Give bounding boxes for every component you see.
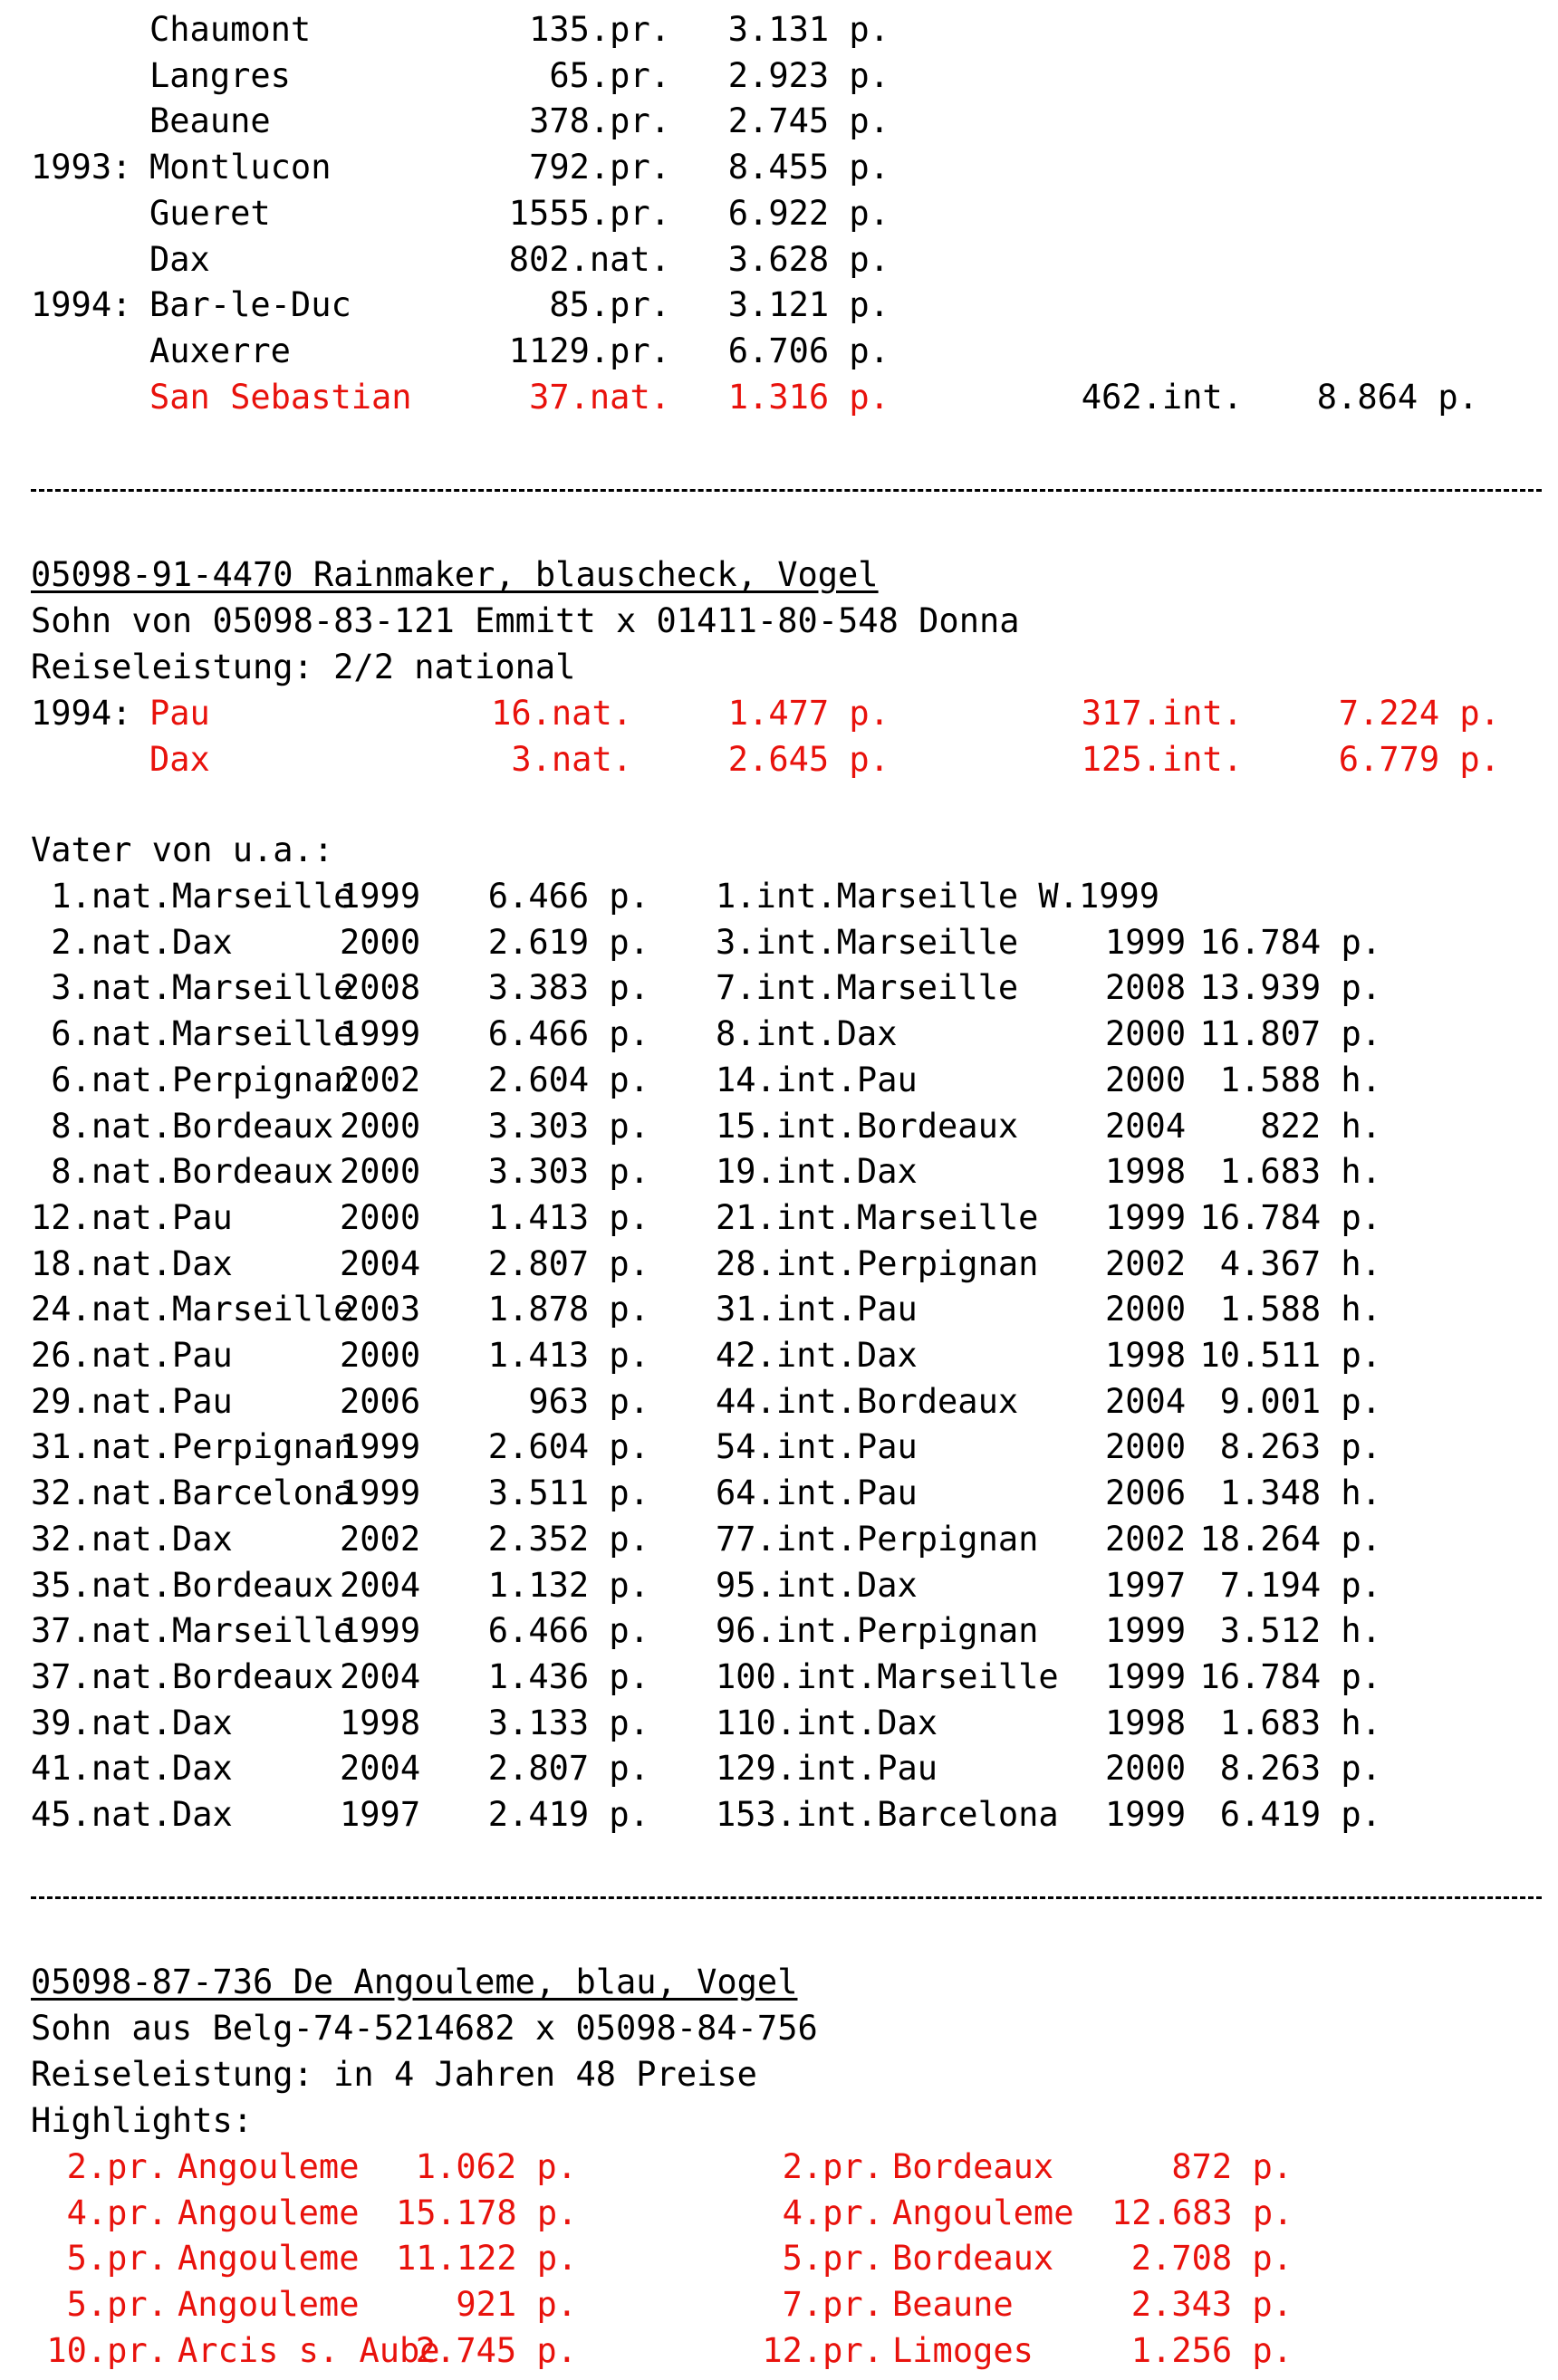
offspring-nat-year: 2004 bbox=[340, 1565, 421, 1605]
offspring-nat-year: 1998 bbox=[340, 1703, 421, 1742]
highlight-place: Angouleme bbox=[892, 2193, 1074, 2232]
offspring-nat-points: 1.413 p. bbox=[487, 1197, 649, 1237]
parent-line bbox=[0, 2006, 1558, 2051]
highlight-place: Angouleme bbox=[178, 2193, 360, 2232]
offspring-int-year: 2006 bbox=[1105, 1473, 1187, 1513]
offspring-row bbox=[0, 1195, 1558, 1241]
offspring-int-points: 18.264 p. bbox=[1199, 1519, 1381, 1559]
offspring-int-result: 77.int.Perpignan bbox=[716, 1519, 1039, 1559]
highlight-rank: 4.pr. bbox=[66, 2193, 168, 2232]
offspring-row bbox=[0, 1242, 1558, 1287]
highlight-place: Beaune bbox=[892, 2285, 1014, 2325]
offspring-nat-points: 2.352 p. bbox=[487, 1519, 649, 1559]
offspring-row bbox=[0, 1608, 1558, 1654]
offspring-nat-points: 6.466 p. bbox=[487, 877, 649, 916]
offspring-int-points: 13.939 p. bbox=[1199, 968, 1381, 1008]
offspring-row bbox=[0, 1104, 1558, 1149]
offspring-int-points: 9.001 p. bbox=[1219, 1381, 1381, 1421]
offspring-nat-points: 963 p. bbox=[528, 1381, 649, 1421]
highlight-place: Limoges bbox=[892, 2330, 1034, 2370]
offspring-nat-points: 1.132 p. bbox=[487, 1565, 649, 1605]
result-rank: 1129.pr. bbox=[508, 331, 670, 370]
offspring-row bbox=[0, 1287, 1558, 1332]
offspring-int-points: 6.419 p. bbox=[1219, 1795, 1381, 1834]
offspring-int-result: 19.int.Dax bbox=[716, 1152, 918, 1192]
result-int-rank: 317.int. bbox=[1081, 694, 1243, 733]
result-rank: 792.pr. bbox=[529, 148, 670, 187]
highlight-points: 2.708 p. bbox=[1130, 2239, 1293, 2279]
offspring-nat-year: 1999 bbox=[340, 1611, 421, 1651]
offspring-row bbox=[0, 920, 1558, 965]
offspring-int-year: 1999 bbox=[1105, 1611, 1187, 1651]
offspring-nat-result: 45.nat.Dax bbox=[31, 1795, 233, 1834]
offspring-row bbox=[0, 1517, 1558, 1562]
result-points: 8.455 p. bbox=[727, 148, 890, 187]
result-year: 1993: bbox=[31, 148, 132, 187]
pigeon-heading bbox=[0, 552, 1558, 598]
highlight-row bbox=[0, 2328, 1558, 2374]
highlight-rank: 2.pr. bbox=[66, 2147, 168, 2186]
offspring-int-result: 1.int.Marseille W.1999 bbox=[716, 877, 1160, 916]
offspring-nat-points: 1.878 p. bbox=[487, 1290, 649, 1329]
offspring-int-year: 1999 bbox=[1105, 1795, 1187, 1834]
offspring-int-result: 100.int.Marseille bbox=[716, 1656, 1059, 1696]
offspring-nat-year: 2006 bbox=[340, 1381, 421, 1421]
result-place: Chaumont bbox=[149, 10, 312, 49]
pigeon-heading bbox=[0, 1960, 1558, 2005]
highlights-title: Highlights: bbox=[31, 2101, 254, 2140]
offspring-int-points: 11.807 p. bbox=[1199, 1014, 1381, 1054]
result-place: Beaune bbox=[149, 101, 271, 141]
result-row bbox=[0, 329, 1558, 374]
highlight-points: 2.343 p. bbox=[1130, 2285, 1293, 2325]
offspring-nat-year: 1999 bbox=[340, 1473, 421, 1513]
offspring-nat-result: 32.nat.Dax bbox=[31, 1519, 233, 1559]
offspring-int-year: 2008 bbox=[1105, 968, 1187, 1008]
highlight-place: Angouleme bbox=[178, 2285, 360, 2325]
offspring-row bbox=[0, 1012, 1558, 1057]
offspring-nat-points: 6.466 p. bbox=[487, 1611, 649, 1651]
offspring-int-points: 1.588 h. bbox=[1219, 1290, 1381, 1329]
offspring-int-points: 1.683 h. bbox=[1219, 1703, 1381, 1742]
offspring-int-result: 153.int.Barcelona bbox=[716, 1795, 1059, 1834]
result-points: 2.645 p. bbox=[727, 739, 890, 779]
result-row bbox=[0, 375, 1558, 420]
pigeon-title: 05098-87-736 De Angouleme, blau, Vogel bbox=[31, 1963, 798, 2001]
offspring-int-year: 2004 bbox=[1105, 1106, 1187, 1146]
highlight-place: Angouleme bbox=[178, 2239, 360, 2279]
result-place: Dax bbox=[149, 739, 210, 779]
offspring-title-line bbox=[0, 828, 1558, 873]
result-int-points: 8.864 p. bbox=[1316, 377, 1478, 417]
offspring-nat-year: 1997 bbox=[340, 1795, 421, 1834]
offspring-int-points: 7.194 p. bbox=[1219, 1565, 1381, 1605]
offspring-int-result: 44.int.Bordeaux bbox=[716, 1381, 1019, 1421]
offspring-int-year: 1999 bbox=[1105, 1197, 1187, 1237]
offspring-row bbox=[0, 1379, 1558, 1425]
offspring-int-points: 16.784 p. bbox=[1199, 922, 1381, 962]
offspring-int-year: 1998 bbox=[1105, 1336, 1187, 1375]
offspring-nat-result: 8.nat.Bordeaux bbox=[31, 1152, 334, 1192]
result-place: Bar-le-Duc bbox=[149, 285, 351, 325]
offspring-nat-points: 1.413 p. bbox=[487, 1336, 649, 1375]
result-year: 1994: bbox=[31, 285, 132, 325]
offspring-nat-year: 2002 bbox=[340, 1519, 421, 1559]
offspring-nat-result: 2.nat.Dax bbox=[31, 922, 233, 962]
travel-line bbox=[0, 645, 1558, 690]
highlight-rank: 4.pr. bbox=[782, 2193, 883, 2232]
offspring-nat-points: 3.383 p. bbox=[487, 968, 649, 1008]
result-row bbox=[0, 145, 1558, 190]
offspring-nat-year: 2008 bbox=[340, 968, 421, 1008]
offspring-nat-result: 39.nat.Dax bbox=[31, 1703, 233, 1742]
offspring-nat-points: 3.303 p. bbox=[487, 1106, 649, 1146]
offspring-nat-year: 1999 bbox=[340, 1427, 421, 1467]
offspring-nat-year: 2004 bbox=[340, 1749, 421, 1789]
result-place: Langres bbox=[149, 55, 291, 95]
offspring-int-year: 1997 bbox=[1105, 1565, 1187, 1605]
offspring-row bbox=[0, 874, 1558, 919]
result-place: Dax bbox=[149, 239, 210, 279]
offspring-title: Vater von u.a.: bbox=[31, 830, 334, 869]
result-rank: 135.pr. bbox=[529, 10, 670, 49]
result-points: 2.745 p. bbox=[727, 101, 890, 141]
highlight-row bbox=[0, 2282, 1558, 2327]
offspring-row bbox=[0, 965, 1558, 1011]
offspring-nat-points: 2.807 p. bbox=[487, 1749, 649, 1789]
result-row bbox=[0, 237, 1558, 283]
highlight-rank: 5.pr. bbox=[66, 2239, 168, 2279]
offspring-row bbox=[0, 1149, 1558, 1195]
offspring-row bbox=[0, 1792, 1558, 1838]
highlight-row bbox=[0, 2145, 1558, 2190]
offspring-row bbox=[0, 1701, 1558, 1746]
offspring-int-points: 8.263 p. bbox=[1219, 1749, 1381, 1789]
offspring-int-result: 64.int.Pau bbox=[716, 1473, 918, 1513]
highlight-points: 1.256 p. bbox=[1130, 2330, 1293, 2370]
result-rank: 85.pr. bbox=[549, 285, 670, 325]
offspring-nat-points: 1.436 p. bbox=[487, 1656, 649, 1696]
result-points: 1.316 p. bbox=[727, 377, 890, 417]
result-points: 2.923 p. bbox=[727, 55, 890, 95]
result-points: 6.922 p. bbox=[727, 193, 890, 233]
result-points: 3.131 p. bbox=[727, 10, 890, 49]
highlight-points: 1.062 p. bbox=[415, 2147, 577, 2186]
offspring-int-points: 1.588 h. bbox=[1219, 1060, 1381, 1099]
offspring-nat-points: 2.807 p. bbox=[487, 1243, 649, 1283]
offspring-nat-points: 3.511 p. bbox=[487, 1473, 649, 1513]
offspring-nat-year: 1999 bbox=[340, 1014, 421, 1054]
result-place: Gueret bbox=[149, 193, 271, 233]
offspring-int-year: 2002 bbox=[1105, 1243, 1187, 1283]
offspring-int-result: 42.int.Dax bbox=[716, 1336, 918, 1375]
highlight-rank: 7.pr. bbox=[782, 2285, 883, 2325]
offspring-int-result: 54.int.Pau bbox=[716, 1427, 918, 1467]
offspring-nat-year: 2004 bbox=[340, 1243, 421, 1283]
offspring-nat-year: 1999 bbox=[340, 877, 421, 916]
result-int-points: 7.224 p. bbox=[1338, 694, 1500, 733]
highlights-title-line bbox=[0, 2098, 1558, 2144]
offspring-nat-year: 2000 bbox=[340, 922, 421, 962]
offspring-nat-result: 1.nat.Marseille bbox=[31, 877, 354, 916]
offspring-int-result: 7.int.Marseille bbox=[716, 968, 1019, 1008]
offspring-nat-points: 3.133 p. bbox=[487, 1703, 649, 1742]
highlight-points: 15.178 p. bbox=[396, 2193, 578, 2232]
highlight-rank: 2.pr. bbox=[782, 2147, 883, 2186]
travel-performance: Reiseleistung: in 4 Jahren 48 Preise bbox=[31, 2055, 757, 2094]
offspring-int-result: 110.int.Dax bbox=[716, 1703, 938, 1742]
highlight-points: 12.683 p. bbox=[1111, 2193, 1294, 2232]
offspring-row bbox=[0, 1333, 1558, 1378]
highlight-rank: 12.pr. bbox=[762, 2330, 883, 2370]
travel-line bbox=[0, 2052, 1558, 2097]
offspring-nat-result: 32.nat.Barcelona bbox=[31, 1473, 354, 1513]
offspring-nat-year: 2000 bbox=[340, 1197, 421, 1237]
offspring-nat-result: 12.nat.Pau bbox=[31, 1197, 233, 1237]
offspring-nat-result: 41.nat.Dax bbox=[31, 1749, 233, 1789]
offspring-nat-points: 6.466 p. bbox=[487, 1014, 649, 1054]
highlight-points: 872 p. bbox=[1171, 2147, 1293, 2186]
result-points: 6.706 p. bbox=[727, 331, 890, 370]
offspring-int-result: 96.int.Perpignan bbox=[716, 1611, 1039, 1651]
highlight-place: Bordeaux bbox=[892, 2239, 1054, 2279]
offspring-int-result: 3.int.Marseille bbox=[716, 922, 1019, 962]
result-row bbox=[0, 283, 1558, 328]
offspring-nat-result: 6.nat.Marseille bbox=[31, 1014, 354, 1054]
offspring-int-year: 2000 bbox=[1105, 1014, 1187, 1054]
offspring-nat-result: 8.nat.Bordeaux bbox=[31, 1106, 334, 1146]
highlight-rank: 5.pr. bbox=[66, 2285, 168, 2325]
result-place: San Sebastian bbox=[149, 377, 412, 417]
result-row bbox=[0, 53, 1558, 99]
section-separator bbox=[31, 489, 1542, 492]
offspring-row bbox=[0, 1058, 1558, 1103]
offspring-nat-result: 3.nat.Marseille bbox=[31, 968, 354, 1008]
offspring-nat-points: 2.619 p. bbox=[487, 922, 649, 962]
highlight-points: 921 p. bbox=[456, 2285, 577, 2325]
offspring-nat-year: 2000 bbox=[340, 1152, 421, 1192]
result-points: 3.121 p. bbox=[727, 285, 890, 325]
highlight-row bbox=[0, 2236, 1558, 2281]
highlight-rank: 10.pr. bbox=[46, 2330, 168, 2370]
travel-performance: Reiseleistung: 2/2 national bbox=[31, 648, 576, 686]
offspring-int-result: 8.int.Dax bbox=[716, 1014, 898, 1054]
result-row bbox=[0, 691, 1558, 736]
offspring-int-year: 2000 bbox=[1105, 1427, 1187, 1467]
offspring-nat-result: 29.nat.Pau bbox=[31, 1381, 233, 1421]
parentage: Sohn aus Belg-74-5214682 x 05098-84-756 bbox=[31, 2009, 818, 2048]
highlight-points: 2.745 p. bbox=[415, 2330, 577, 2370]
offspring-nat-result: 24.nat.Marseille bbox=[31, 1290, 354, 1329]
offspring-nat-result: 37.nat.Bordeaux bbox=[31, 1656, 334, 1696]
offspring-int-year: 2000 bbox=[1105, 1749, 1187, 1789]
offspring-int-result: 15.int.Bordeaux bbox=[716, 1106, 1019, 1146]
section-separator bbox=[31, 1896, 1542, 1899]
result-rank: 65.pr. bbox=[549, 55, 670, 95]
result-rank: 802.nat. bbox=[508, 239, 670, 279]
offspring-nat-result: 35.nat.Bordeaux bbox=[31, 1565, 334, 1605]
result-int-rank: 125.int. bbox=[1081, 739, 1243, 779]
offspring-int-result: 28.int.Perpignan bbox=[716, 1243, 1039, 1283]
offspring-nat-year: 2000 bbox=[340, 1336, 421, 1375]
result-place: Montlucon bbox=[149, 148, 332, 187]
offspring-int-points: 1.348 h. bbox=[1219, 1473, 1381, 1513]
result-rank: 16.nat. bbox=[491, 694, 632, 733]
offspring-int-points: 1.683 h. bbox=[1219, 1152, 1381, 1192]
result-int-rank: 462.int. bbox=[1081, 377, 1243, 417]
offspring-nat-result: 6.nat.Perpignan bbox=[31, 1060, 354, 1099]
highlight-place: Angouleme bbox=[178, 2147, 360, 2186]
offspring-nat-points: 2.604 p. bbox=[487, 1427, 649, 1467]
offspring-nat-result: 26.nat.Pau bbox=[31, 1336, 233, 1375]
offspring-int-points: 8.263 p. bbox=[1219, 1427, 1381, 1467]
result-row bbox=[0, 737, 1558, 782]
offspring-nat-result: 31.nat.Perpignan bbox=[31, 1427, 354, 1467]
offspring-int-points: 4.367 h. bbox=[1219, 1243, 1381, 1283]
result-points: 1.477 p. bbox=[727, 694, 890, 733]
offspring-nat-year: 2002 bbox=[340, 1060, 421, 1099]
highlight-rank: 5.pr. bbox=[782, 2239, 883, 2279]
offspring-nat-points: 2.604 p. bbox=[487, 1060, 649, 1099]
offspring-int-points: 10.511 p. bbox=[1199, 1336, 1381, 1375]
result-row bbox=[0, 99, 1558, 144]
offspring-int-year: 2000 bbox=[1105, 1290, 1187, 1329]
highlight-place: Arcis s. Aube bbox=[178, 2330, 440, 2370]
offspring-nat-year: 2000 bbox=[340, 1106, 421, 1146]
result-points: 3.628 p. bbox=[727, 239, 890, 279]
offspring-int-year: 1999 bbox=[1105, 922, 1187, 962]
offspring-nat-year: 2003 bbox=[340, 1290, 421, 1329]
offspring-nat-result: 37.nat.Marseille bbox=[31, 1611, 354, 1651]
offspring-int-points: 16.784 p. bbox=[1199, 1656, 1381, 1696]
offspring-row bbox=[0, 1746, 1558, 1791]
offspring-nat-points: 2.419 p. bbox=[487, 1795, 649, 1834]
result-year: 1994: bbox=[31, 694, 132, 733]
result-rank: 378.pr. bbox=[529, 101, 670, 141]
parent-line bbox=[0, 599, 1558, 644]
highlight-points: 11.122 p. bbox=[396, 2239, 578, 2279]
highlight-row bbox=[0, 2191, 1558, 2236]
offspring-row bbox=[0, 1563, 1558, 1608]
result-rank: 1555.pr. bbox=[508, 193, 670, 233]
result-place: Pau bbox=[149, 694, 210, 733]
offspring-nat-year: 2004 bbox=[340, 1656, 421, 1696]
offspring-int-result: 129.int.Pau bbox=[716, 1749, 938, 1789]
offspring-int-points: 3.512 h. bbox=[1219, 1611, 1381, 1651]
offspring-int-year: 2000 bbox=[1105, 1060, 1187, 1099]
offspring-int-result: 31.int.Pau bbox=[716, 1290, 918, 1329]
result-int-points: 6.779 p. bbox=[1338, 739, 1500, 779]
offspring-row bbox=[0, 1425, 1558, 1470]
offspring-int-result: 14.int.Pau bbox=[716, 1060, 918, 1099]
offspring-int-year: 2004 bbox=[1105, 1381, 1187, 1421]
result-row bbox=[0, 7, 1558, 53]
offspring-nat-points: 3.303 p. bbox=[487, 1152, 649, 1192]
offspring-int-year: 1999 bbox=[1105, 1656, 1187, 1696]
result-rank: 37.nat. bbox=[529, 377, 670, 417]
offspring-row bbox=[0, 1471, 1558, 1516]
result-rank: 3.nat. bbox=[511, 739, 632, 779]
offspring-row bbox=[0, 1655, 1558, 1700]
offspring-int-points: 16.784 p. bbox=[1199, 1197, 1381, 1237]
offspring-int-points: 822 h. bbox=[1260, 1106, 1381, 1146]
pigeon-title: 05098-91-4470 Rainmaker, blauscheck, Vogel bbox=[31, 555, 879, 594]
offspring-int-result: 95.int.Dax bbox=[716, 1565, 918, 1605]
result-row bbox=[0, 191, 1558, 236]
offspring-int-year: 1998 bbox=[1105, 1703, 1187, 1742]
parentage: Sohn von 05098-83-121 Emmitt x 01411-80-548 Donna bbox=[31, 601, 1020, 640]
highlight-place: Bordeaux bbox=[892, 2147, 1054, 2186]
result-place: Auxerre bbox=[149, 331, 291, 370]
offspring-int-result: 21.int.Marseille bbox=[716, 1197, 1039, 1237]
offspring-int-year: 2002 bbox=[1105, 1519, 1187, 1559]
offspring-nat-result: 18.nat.Dax bbox=[31, 1243, 233, 1283]
offspring-int-year: 1998 bbox=[1105, 1152, 1187, 1192]
